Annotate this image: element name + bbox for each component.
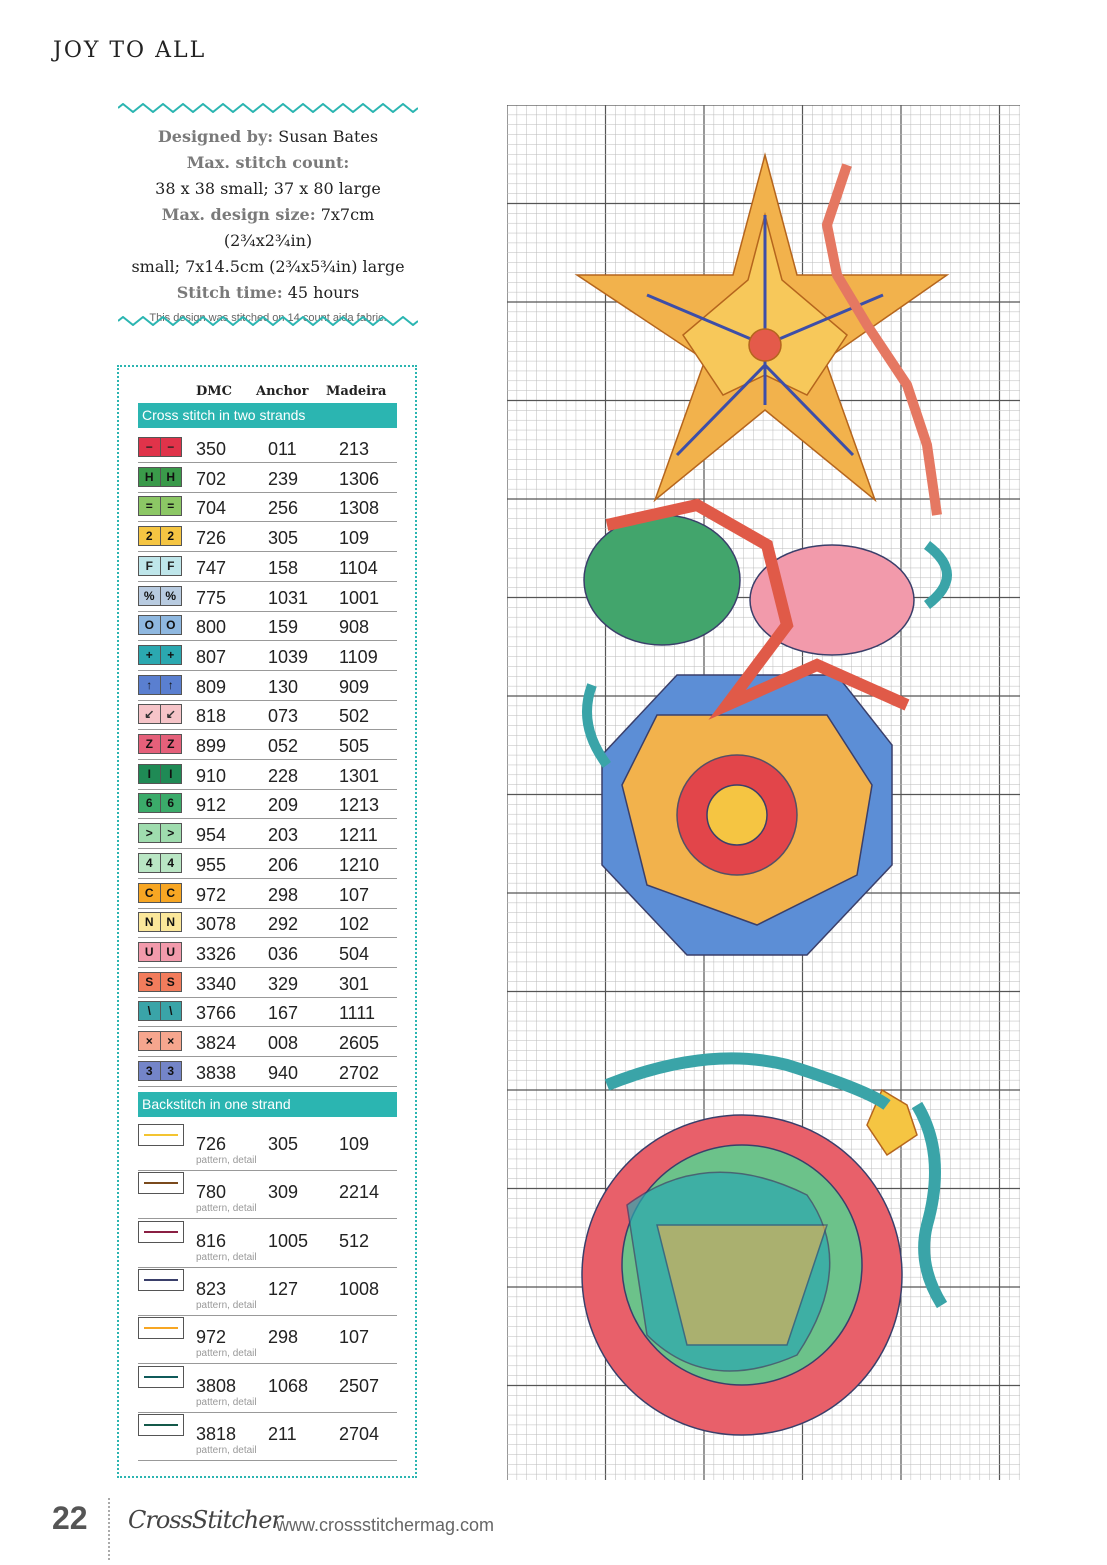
anchor-code: 127 — [268, 1278, 299, 1299]
anchor-code: 1031 — [268, 587, 309, 608]
cross-stitch-row — [138, 671, 397, 701]
cross-stitch-row — [138, 1027, 397, 1057]
swatch-symbol: O — [139, 616, 161, 634]
swatch-symbol: + — [139, 646, 161, 664]
madeira-code: 301 — [339, 973, 370, 994]
bottom-bauble — [582, 1115, 902, 1435]
cross-stitch-row — [138, 522, 397, 552]
usage-note: pattern, detail — [196, 1203, 257, 1215]
cross-stitch-row — [138, 552, 397, 582]
color-swatch — [138, 437, 182, 457]
color-swatch — [138, 823, 182, 843]
dmc-code: 702 — [196, 468, 227, 489]
swatch-symbol: ↑ — [167, 677, 174, 692]
dmc-code: 726 — [196, 1134, 227, 1154]
dmc-code: 809 — [196, 676, 227, 697]
cross-stitch-row — [138, 433, 397, 463]
madeira-code: 109 — [339, 1134, 370, 1154]
swatch-symbol: N — [139, 913, 161, 931]
madeira-code: 2704 — [339, 1423, 380, 1444]
madeira-code: 107 — [339, 884, 370, 905]
swatch-symbol: 3 — [139, 1062, 161, 1080]
color-swatch — [138, 496, 182, 516]
backstitch-swatch — [138, 1124, 184, 1146]
color-swatch — [138, 467, 182, 487]
backstitch-row — [138, 1412, 397, 1461]
backstitch-swatch — [138, 1317, 184, 1339]
swatch-symbol: I — [139, 765, 161, 783]
swatch-symbol: + — [167, 647, 175, 662]
anchor-code: 298 — [268, 884, 299, 905]
anchor-code: 036 — [268, 943, 299, 964]
dmc-code: 3340 — [196, 973, 237, 994]
anchor-code: 1039 — [268, 646, 309, 667]
anchor-code: 329 — [268, 973, 299, 994]
swatch-symbol: F — [167, 558, 175, 573]
swatch-symbol: C — [166, 885, 176, 900]
madeira-code: 504 — [339, 943, 370, 964]
color-swatch — [138, 853, 182, 873]
designer-name: Susan Bates — [278, 127, 379, 146]
col-anchor: Anchor — [256, 384, 309, 399]
swatch-symbol: 4 — [139, 854, 161, 872]
color-swatch — [138, 645, 182, 665]
color-swatch — [138, 942, 182, 962]
dmc-code: 704 — [196, 498, 227, 519]
max-stitch-value: 38 x 38 small; 37 x 80 large — [155, 179, 381, 198]
swatch-symbol: % — [139, 587, 161, 605]
zigzag-divider-top — [118, 103, 418, 113]
cross-stitch-row — [138, 492, 397, 522]
madeira-code: 1213 — [339, 795, 380, 816]
color-swatch — [138, 793, 182, 813]
dmc-code: 3824 — [196, 1033, 237, 1053]
anchor-code: 309 — [268, 1182, 299, 1203]
cross-stitch-row — [138, 641, 397, 671]
swatch-symbol: > — [167, 826, 175, 841]
madeira-code: 2214 — [339, 1182, 380, 1203]
backstitch-row — [138, 1267, 397, 1316]
line-sample — [144, 1231, 178, 1233]
madeira-code: 908 — [339, 617, 370, 638]
dmc-code: 972 — [196, 1327, 227, 1348]
anchor-code: 292 — [268, 914, 299, 935]
color-swatch — [138, 1061, 182, 1081]
anchor-code: 1005 — [268, 1230, 309, 1251]
cross-stitch-chart — [507, 105, 1020, 1480]
cross-stitch-row — [138, 879, 397, 909]
swatch-symbol: Z — [167, 737, 175, 751]
anchor-code: 940 — [268, 1062, 299, 1083]
backstitch-swatch — [138, 1414, 184, 1436]
cross-stitch-row — [138, 582, 397, 612]
color-swatch — [138, 1031, 182, 1051]
line-sample — [144, 1327, 178, 1329]
swatch-symbol: ↙ — [165, 707, 176, 722]
madeira-code: 512 — [339, 1230, 370, 1251]
swatch-symbol: 6 — [139, 794, 161, 812]
cross-stitch-row — [138, 819, 397, 849]
color-swatch — [138, 912, 182, 932]
swatch-symbol: ↑ — [139, 676, 161, 694]
anchor-code: 159 — [268, 617, 299, 638]
madeira-code: 2605 — [339, 1033, 380, 1053]
swatch-symbol: × — [139, 1032, 161, 1050]
madeira-code: 2507 — [339, 1375, 380, 1396]
dmc-code: 3326 — [196, 943, 237, 964]
backstitch-swatch — [138, 1366, 184, 1388]
color-swatch — [138, 586, 182, 606]
swatch-symbol: × — [167, 1034, 175, 1048]
dmc-code: 3838 — [196, 1062, 237, 1083]
swatch-symbol: U — [139, 943, 161, 961]
cross-stitch-heading: Cross stitch in two strands — [138, 403, 397, 428]
anchor-code: 209 — [268, 795, 299, 816]
cross-stitch-row — [138, 760, 397, 790]
dmc-code: 823 — [196, 1278, 227, 1299]
anchor-code: 305 — [268, 528, 299, 549]
dmc-code: 972 — [196, 884, 227, 905]
swatch-symbol: 2 — [167, 529, 175, 544]
madeira-code: 1211 — [339, 825, 378, 846]
anchor-code: 158 — [268, 557, 299, 578]
cross-stitch-row — [138, 968, 397, 998]
anchor-code: 298 — [268, 1327, 299, 1348]
design-size-value-b: small; 7x14.5cm (2¾x5¾in) large — [131, 257, 405, 276]
swatch-symbol: % — [165, 588, 177, 603]
backstitch-row — [138, 1364, 397, 1413]
madeira-code: 1008 — [339, 1278, 380, 1299]
dmc-code: 3078 — [196, 914, 237, 935]
footer-separator — [108, 1498, 112, 1560]
usage-note: pattern, detail — [196, 1251, 257, 1263]
swatch-symbol: I — [169, 766, 173, 781]
swatch-symbol: O — [166, 618, 176, 633]
dmc-code: 807 — [196, 646, 227, 667]
design-size-value-a: 7x7cm (2¾x2¾in) — [223, 205, 375, 250]
madeira-code: 107 — [339, 1327, 370, 1348]
madeira-code: 2702 — [339, 1062, 380, 1083]
website-link[interactable]: www.crossstitchermag.com — [276, 1515, 495, 1535]
backstitch-row — [138, 1122, 397, 1171]
stitch-time-label: Stitch time: — [176, 283, 283, 302]
swatch-symbol: > — [139, 824, 161, 842]
madeira-code: 1104 — [339, 557, 378, 578]
dmc-code: 3766 — [196, 1003, 237, 1024]
anchor-code: 206 — [268, 854, 299, 875]
dmc-code: 775 — [196, 587, 227, 608]
cross-stitch-row — [138, 700, 397, 730]
usage-note: pattern, detail — [196, 1155, 257, 1166]
swatch-symbol: Z — [139, 735, 161, 753]
swatch-symbol: F — [139, 557, 161, 575]
madeira-code: 1111 — [339, 1003, 376, 1024]
swatch-symbol: 3 — [167, 1063, 175, 1078]
swatch-symbol: = — [167, 499, 175, 514]
dmc-code: 818 — [196, 706, 227, 727]
line-sample — [144, 1376, 178, 1378]
usage-note: pattern, detail — [196, 1444, 257, 1456]
col-dmc: DMC — [196, 384, 233, 399]
cross-stitch-row — [138, 789, 397, 819]
madeira-code: 102 — [339, 914, 370, 935]
swatch-symbol: 2 — [139, 527, 161, 545]
color-swatch — [138, 883, 182, 903]
swatch-symbol: \ — [169, 1004, 173, 1019]
anchor-code: 167 — [268, 1003, 299, 1024]
dmc-code: 912 — [196, 795, 227, 816]
cross-stitch-row — [138, 1057, 397, 1087]
dmc-code: 910 — [196, 765, 227, 786]
madeira-code: 213 — [339, 439, 370, 459]
anchor-code: 130 — [268, 676, 299, 697]
swatch-symbol: H — [166, 469, 176, 484]
madeira-code: 502 — [339, 706, 370, 727]
dmc-code: 726 — [196, 528, 227, 549]
usage-note: pattern, detail — [196, 1299, 257, 1311]
color-swatch — [138, 734, 182, 754]
designed-by-label: Designed by: — [157, 127, 274, 146]
line-sample — [144, 1134, 178, 1136]
anchor-code: 008 — [268, 1033, 299, 1053]
cross-stitch-row — [138, 730, 397, 760]
anchor-code: 256 — [268, 498, 299, 519]
swatch-symbol: − — [167, 440, 175, 454]
anchor-code: 305 — [268, 1134, 299, 1154]
max-stitch-label: Max. stitch count: — [186, 153, 350, 172]
cross-stitch-row — [138, 938, 397, 968]
madeira-code: 1306 — [339, 468, 380, 489]
page-number: 22 — [52, 1500, 88, 1536]
line-sample — [144, 1182, 178, 1184]
color-swatch — [138, 764, 182, 784]
dmc-code: 3808 — [196, 1375, 237, 1396]
cross-stitch-row — [138, 997, 397, 1027]
swatch-symbol: \ — [139, 1002, 161, 1020]
madeira-code: 1210 — [339, 854, 380, 875]
swatch-symbol: 4 — [167, 855, 175, 870]
dmc-code: 816 — [196, 1230, 227, 1251]
madeira-code: 109 — [339, 528, 370, 549]
madeira-code: 1001 — [339, 587, 380, 608]
color-swatch — [138, 526, 182, 546]
usage-note: pattern, detail — [196, 1348, 257, 1360]
swatch-symbol: = — [139, 497, 161, 515]
zigzag-divider-bottom — [118, 316, 418, 326]
color-swatch — [138, 675, 182, 695]
cross-stitch-row — [138, 611, 397, 641]
swatch-symbol: 6 — [167, 796, 175, 811]
madeira-code: 909 — [339, 676, 370, 697]
line-sample — [144, 1279, 178, 1281]
dmc-code: 780 — [196, 1182, 227, 1203]
swatch-symbol: C — [139, 884, 161, 902]
anchor-code: 073 — [268, 706, 299, 727]
swatch-symbol: N — [166, 915, 176, 930]
stitch-time-value: 45 hours — [287, 283, 360, 302]
swatch-symbol: S — [166, 974, 175, 989]
brand-logo: CrossStitcher — [128, 1506, 282, 1534]
dmc-code: 899 — [196, 736, 227, 756]
swatch-symbol: S — [139, 973, 161, 991]
anchor-code: 1068 — [268, 1375, 309, 1396]
design-size-label: Max. design size: — [161, 205, 316, 224]
swatch-symbol: − — [139, 438, 161, 456]
color-swatch — [138, 1001, 182, 1021]
anchor-code: 052 — [268, 736, 299, 756]
dmc-code: 3818 — [196, 1423, 237, 1444]
anchor-code: 228 — [268, 765, 299, 786]
backstitch-row — [138, 1315, 397, 1364]
anchor-code: 211 — [268, 1423, 297, 1444]
swatch-symbol: U — [166, 944, 176, 959]
dmc-code: 747 — [196, 557, 227, 578]
dmc-code: 800 — [196, 617, 227, 638]
color-swatch — [138, 556, 182, 576]
anchor-code: 239 — [268, 468, 299, 489]
cross-stitch-row — [138, 463, 397, 493]
swatch-symbol: H — [139, 468, 161, 486]
cross-stitch-row — [138, 849, 397, 879]
anchor-code: 011 — [268, 439, 297, 459]
color-swatch — [138, 615, 182, 635]
madeira-code: 1308 — [339, 498, 380, 519]
line-sample — [144, 1424, 178, 1426]
color-swatch — [138, 972, 182, 992]
page-title: JOY TO ALL — [53, 38, 207, 63]
swatch-symbol: ↙ — [139, 705, 161, 723]
madeira-code: 1301 — [339, 765, 380, 786]
design-credits — [118, 124, 418, 326]
backstitch-heading: Backstitch in one strand — [138, 1092, 397, 1117]
cross-stitch-row — [138, 908, 397, 938]
madeira-code: 1109 — [339, 646, 378, 667]
color-swatch — [138, 704, 182, 724]
backstitch-swatch — [138, 1269, 184, 1291]
backstitch-row — [138, 1219, 397, 1268]
dmc-code: 350 — [196, 439, 227, 459]
dmc-code: 954 — [196, 825, 227, 846]
backstitch-swatch — [138, 1172, 184, 1194]
dmc-code: 955 — [196, 854, 227, 875]
backstitch-row — [138, 1170, 397, 1219]
fabric-note: This design was stitched on 14 count aida fabric. — [149, 312, 387, 324]
anchor-code: 203 — [268, 825, 299, 846]
madeira-code: 505 — [339, 736, 370, 756]
col-madeira: Madeira — [326, 384, 387, 399]
backstitch-swatch — [138, 1221, 184, 1243]
usage-note: pattern, detail — [196, 1396, 257, 1408]
